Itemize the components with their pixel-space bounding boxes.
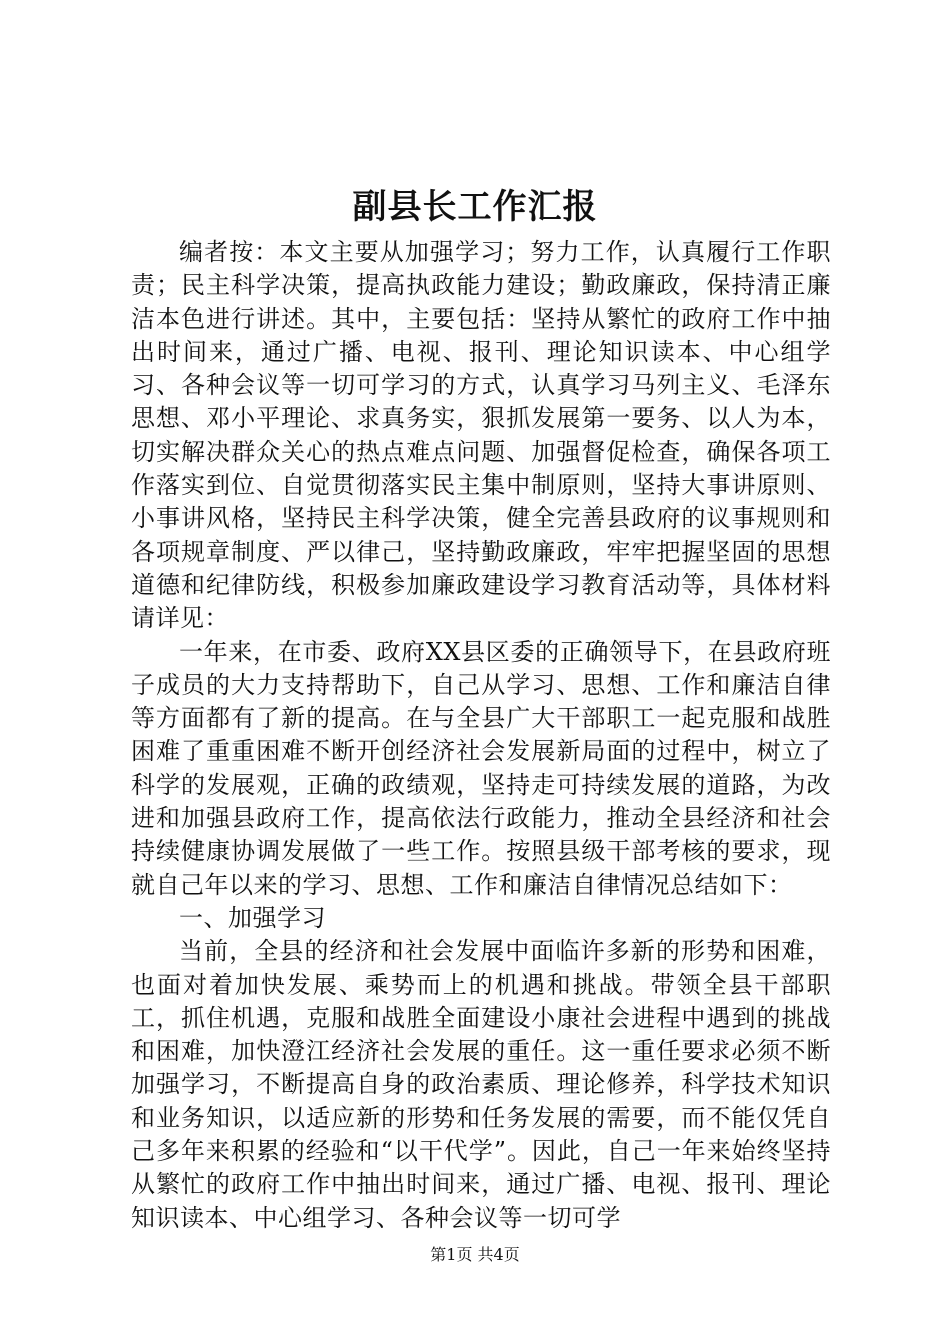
document-body xyxy=(131,236,831,1235)
paragraph-editor-note: 编者按：本文主要从加强学习；努力工作，认真履行工作职责；民主科学决策，提高执政能力建设；勤政廉政，保持清正廉洁本色进行讲述。其中，主要包括：坚持从繁忙的政府工作中抽出时间来，通过广播、电视、报刊、理论知识读本、中心组学习、各种会议等一切可学习的方式，认真学习马列主义、毛泽东思想、邓小平理论、求真务实，狠抓发展第一要务、以人为本，切实解决群众关心的热点难点问题、加强督促检查，确保各项工作落实到位、自觉贯彻落实民主集中制原则，坚持大事讲原则、小事讲风格，坚持民主科学决策，健全完善县政府的议事规则和各项规章制度、严以律己，坚持勤政廉政，牢牢把握坚固的思想道德和纪律防线，积极参加廉政建设学习教育活动等，具体材料请详见： xyxy=(131,238,831,633)
paragraph-section-one: 当前，全县的经济和社会发展中面临许多新的形势和困难，也面对着加快发展、乘势而上的机遇和挑战。带领全县干部职工，抓住机遇，克服和战胜全面建设小康社会进程中遇到的挑战和困难，加快澄江经济社会发展的重任。这一重任要求必须不断加强学习，不断提高自身的政治素质、理论修养，科学技术知识和业务知识，以适应新的形势和任务发展的需要，而不能仅凭自己多年来积累的经验和“以干代学”。因此，自己一年来始终坚持从繁忙的政府工作中抽出时间来，通过广播、电视、报刊、理论知识读本、中心组学习、各种会议等一切可学 xyxy=(131,937,831,1232)
paragraph-intro: 一年来，在市委、政府XX县区委的正确领导下，在县政府班子成员的大力支持帮助下，自己从学习、思想、工作和廉洁自律等方面都有了新的提高。在与全县广大干部职工一起克服和战胜困难了重重困难不断开创经济社会发展新局面的过程中，树立了科学的发展观，正确的政绩观，坚持走可持续发展的道路，为改进和加强县政府工作，提高依法行政能力，推动全县经济和社会持续健康协调发展做了一些工作。按照县级干部考核的要求，现就自己年以来的学习、思想、工作和廉洁自律情况总结如下： xyxy=(131,637,831,899)
section-heading: 一、加强学习 xyxy=(179,903,326,932)
page-number-footer: 第1页 共4页 xyxy=(430,1245,520,1264)
document-title: 副县长工作汇报 xyxy=(352,187,598,227)
